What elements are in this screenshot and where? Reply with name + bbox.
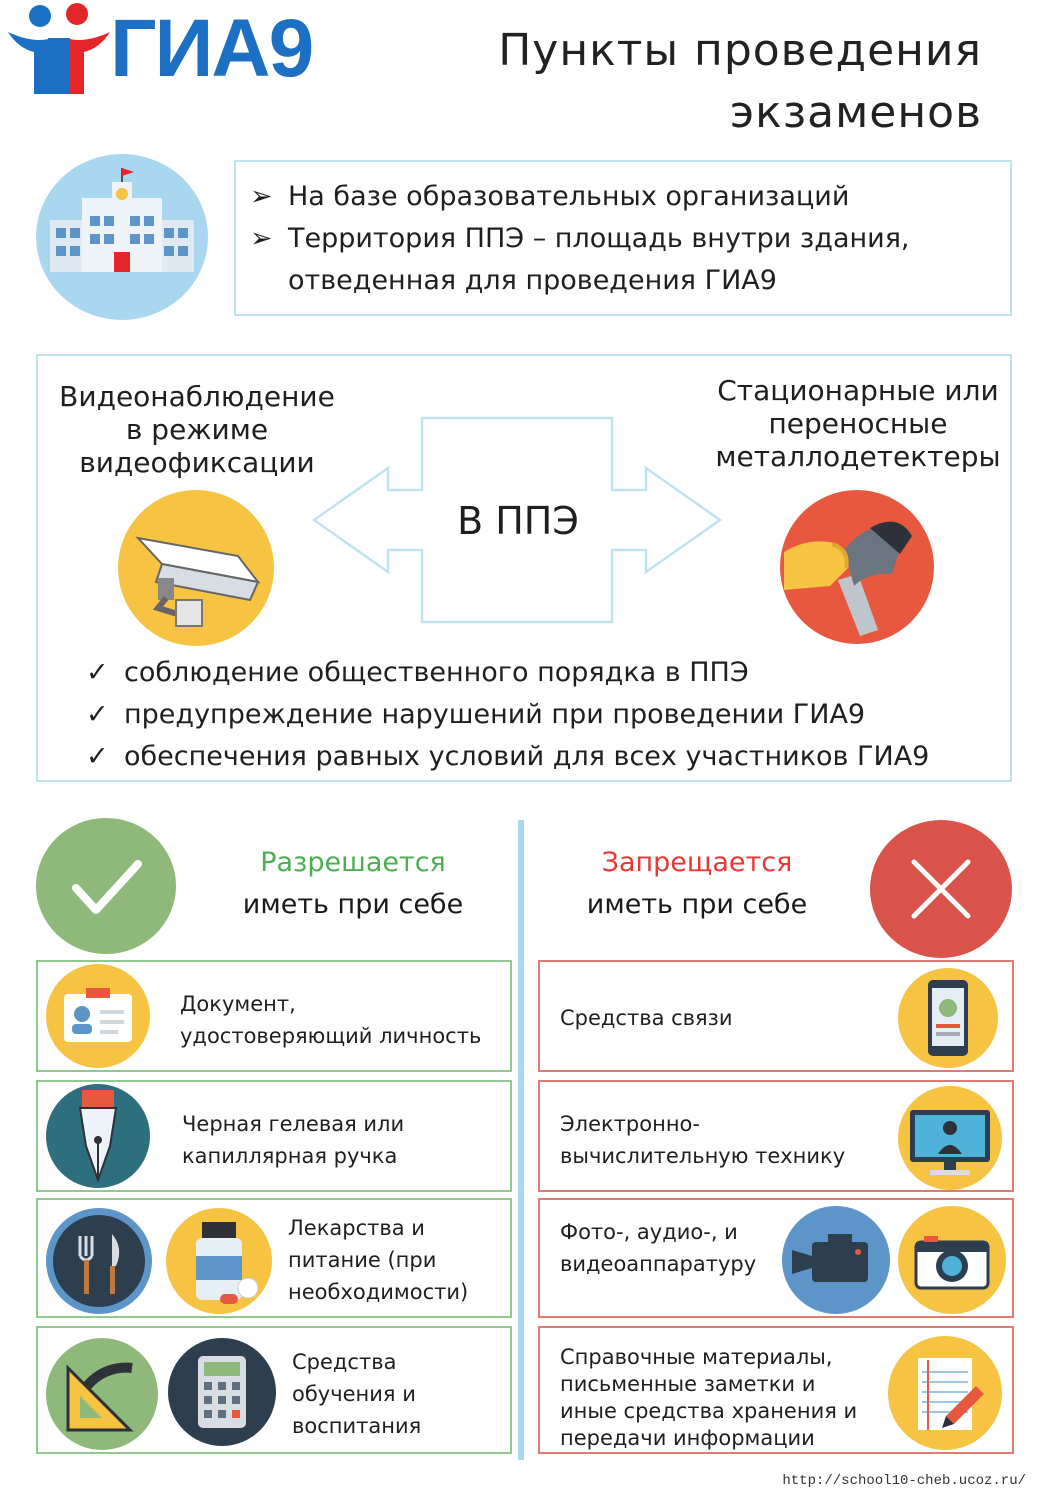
logo-text: ГИА9 — [110, 3, 313, 94]
metal-detector-icon — [780, 490, 934, 644]
forbidden-item-phone: Средства связи — [538, 960, 1014, 1072]
intro-item-continuation: отведенная для проведения ГИА9 — [288, 265, 777, 296]
forbidden-item-computer: Электронно- вычислительную технику — [538, 1080, 1014, 1192]
source-url: http://school10-cheb.ucoz.ru/ — [782, 1473, 1026, 1489]
page-title-line2: экзаменов — [730, 87, 982, 138]
allowed-heading: Разрешается — [260, 847, 446, 878]
intro-box — [234, 160, 1012, 316]
allowed-item-document: Документ, удостоверяющий личность — [36, 960, 512, 1072]
forbidden-subheading: иметь при себе — [586, 889, 808, 920]
allowed-item-study-tools: Средства обучения и воспитания — [36, 1326, 512, 1454]
column-divider — [518, 820, 524, 1460]
school-building-icon — [36, 154, 208, 320]
allowed-item-pen: Черная гелевая или капиллярная ручка — [36, 1080, 512, 1192]
calculator-icon — [168, 1338, 276, 1446]
logo-emblem-icon — [4, 2, 114, 98]
checkmark-icon: ✓ — [86, 741, 109, 772]
cutlery-icon — [46, 1208, 152, 1314]
detector-label: Стационарные или переносные металлодетектеры — [715, 374, 1001, 473]
checkmark-icon: ✓ — [86, 657, 109, 688]
smartphone-icon — [898, 968, 998, 1068]
check-item: ✓ предупреждение нарушений при проведении ГИА9 — [86, 694, 1006, 736]
forbidden-item-notes: Справочные материалы, письменные заметки и иные средства хранения и передачи информации — [538, 1326, 1014, 1454]
check-item: ✓ соблюдение общественного порядка в ППЭ — [86, 652, 1006, 694]
intro-item: ➢ Территория ППЭ – площадь внутри здания, — [250, 218, 1010, 260]
forbidden-item-camera: Фото-, аудио-, и видеоаппаратуру — [538, 1198, 1014, 1318]
id-card-icon — [46, 964, 150, 1068]
logo — [4, 2, 314, 98]
video-label: Видеонаблюдение в режиме видеофиксации — [59, 380, 335, 479]
allowed-subheading: иметь при себе — [242, 889, 464, 920]
medicine-bottle-icon — [166, 1208, 272, 1314]
forbidden-cross-icon — [870, 820, 1012, 958]
allowed-check-icon — [36, 818, 176, 954]
page-title-line1: Пункты проведения — [498, 25, 982, 76]
forbidden-header — [542, 842, 852, 926]
page-title — [382, 20, 982, 144]
notepad-pencil-icon — [888, 1336, 1002, 1450]
arrow-bullet-icon: ➢ — [250, 223, 273, 254]
pen-nib-icon — [46, 1084, 150, 1188]
ruler-triangle-icon — [46, 1338, 158, 1450]
photo-camera-icon — [898, 1206, 1006, 1314]
arrow-bullet-icon: ➢ — [250, 181, 273, 212]
intro-item: ➢ На базе образовательных организаций — [250, 176, 1010, 218]
check-item: ✓ обеспечения равных условий для всех участников ГИА9 — [86, 736, 1006, 778]
allowed-header — [198, 842, 508, 926]
video-camera-icon — [782, 1206, 890, 1314]
allowed-item-medicine: Лекарства и питание (при необходимости) — [36, 1198, 512, 1318]
checkmark-icon: ✓ — [86, 699, 109, 730]
forbidden-heading: Запрещается — [601, 847, 793, 878]
center-label: В ППЭ — [457, 499, 579, 543]
monitor-icon — [898, 1086, 1002, 1190]
camera-icon — [118, 490, 274, 646]
ppe-checks — [86, 652, 1006, 778]
